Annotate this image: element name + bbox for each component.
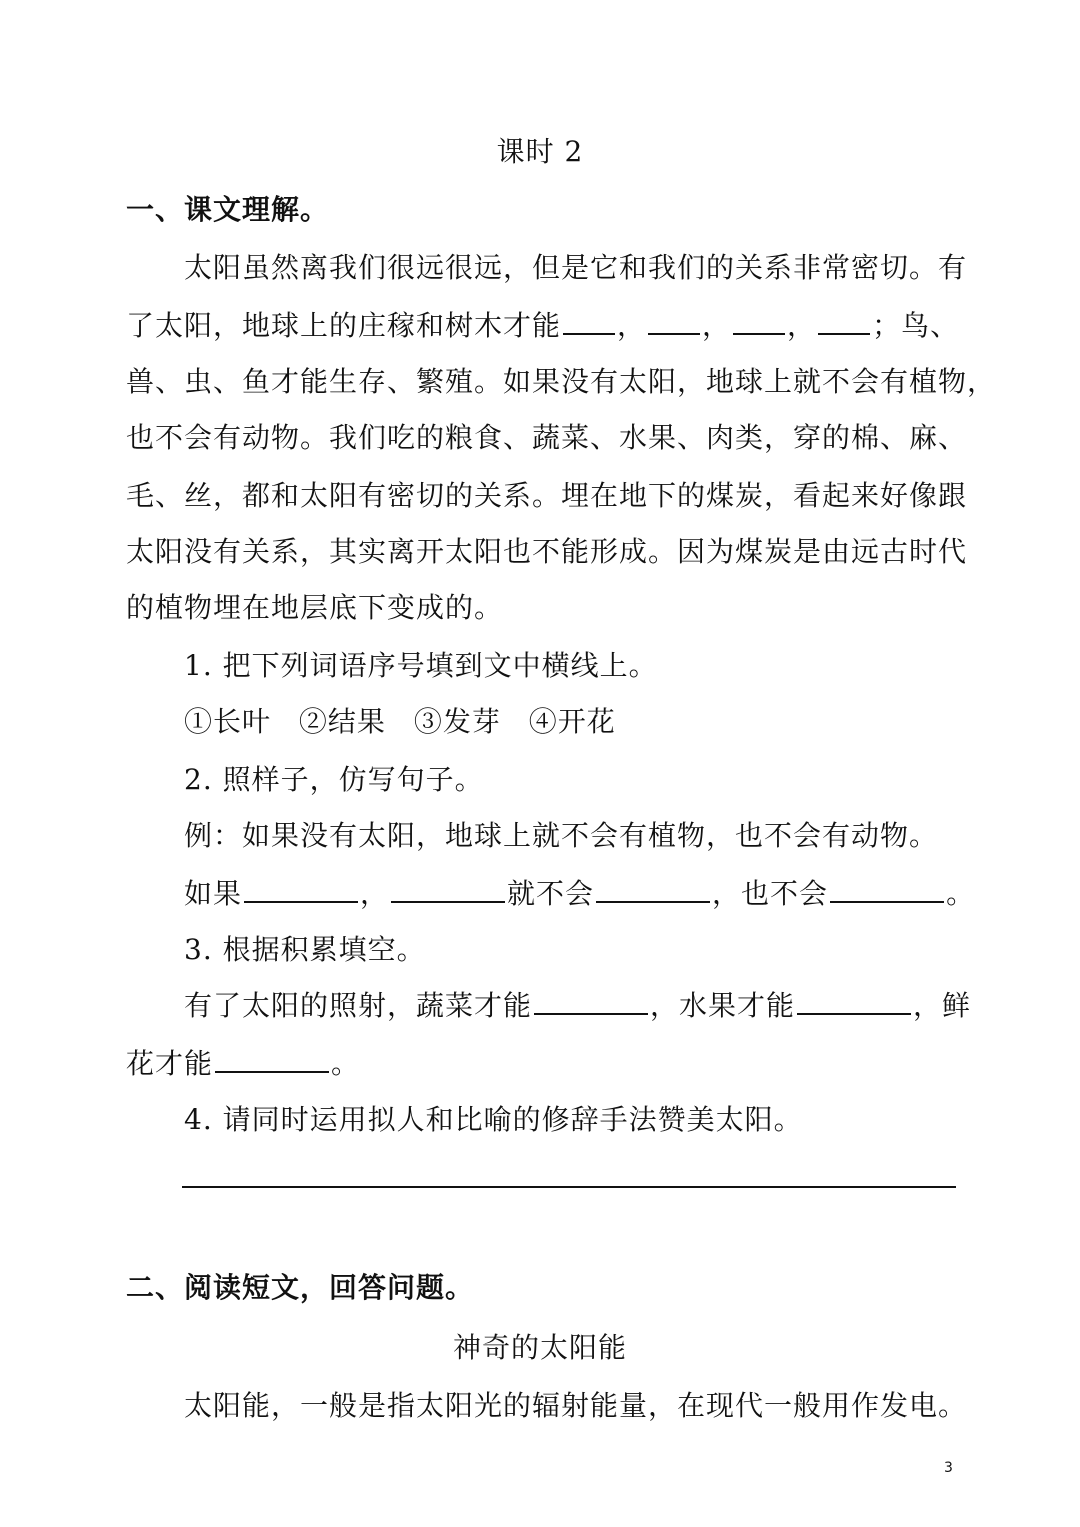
blank-4[interactable] <box>818 307 870 335</box>
q3-text-5: 。 <box>331 1047 361 1080</box>
q3-text-4: 花才能 <box>126 1047 214 1080</box>
template-text-3: 就不会 <box>507 877 595 910</box>
comma: ， <box>617 309 647 342</box>
blank-2[interactable] <box>648 307 700 335</box>
template-text-1: 如果 <box>184 877 243 910</box>
blank-3[interactable] <box>733 307 785 335</box>
question-2-template <box>184 874 975 914</box>
question-2-example: 例：如果没有太阳，地球上就不会有植物，也不会有动物。 <box>184 819 939 852</box>
question-1-prompt: 1. 把下列词语序号填到文中横线上。 <box>184 649 658 682</box>
comma: ， <box>787 309 817 342</box>
option-1: ①长叶 <box>184 705 272 738</box>
passage-line-1: 太阳虽然离我们很远很远，但是它和我们的关系非常密切。有 <box>184 251 968 284</box>
blank-q3-3[interactable] <box>215 1045 329 1073</box>
question-3-prompt: 3. 根据积累填空。 <box>184 933 426 966</box>
template-text-5: 。 <box>946 877 976 910</box>
comma: ， <box>702 309 732 342</box>
q3-text-3: ，鲜 <box>913 989 972 1022</box>
blank-q3-2[interactable] <box>797 987 911 1015</box>
question-4-prompt: 4. 请同时运用拟人和比喻的修辞手法赞美太阳。 <box>184 1103 803 1136</box>
page-number: 3 <box>944 1460 953 1476</box>
option-4: ④开花 <box>528 705 616 738</box>
passage-line-2 <box>126 306 959 346</box>
passage-line-2-end: ；鸟、 <box>872 309 960 342</box>
lesson-title: 课时 2 <box>496 135 584 168</box>
article-title: 神奇的太阳能 <box>452 1331 627 1364</box>
template-text-4: ，也不会 <box>712 877 829 910</box>
passage-line-7: 的植物埋在地层底下变成的。 <box>126 591 504 624</box>
blank-q2-3[interactable] <box>596 875 710 903</box>
passage-line-5: 毛、丝，都和太阳有密切的关系。埋在地下的煤炭，看起来好像跟 <box>126 479 968 512</box>
question-2-prompt: 2. 照样子，仿写句子。 <box>184 763 484 796</box>
question-3-line-2 <box>126 1044 360 1084</box>
blank-q2-2[interactable] <box>391 875 505 903</box>
article-paragraph-1: 太阳能，一般是指太阳光的辐射能量，在现代一般用作发电。 <box>184 1389 968 1422</box>
section-2-heading: 二、阅读短文，回答问题。 <box>126 1271 475 1304</box>
answer-line-q4[interactable] <box>182 1186 956 1188</box>
blank-q2-4[interactable] <box>830 875 944 903</box>
blank-q3-1[interactable] <box>534 987 648 1015</box>
blank-q2-1[interactable] <box>244 875 358 903</box>
template-text-2: ， <box>360 877 390 910</box>
question-1-options <box>184 702 616 742</box>
passage-line-6: 太阳没有关系，其实离开太阳也不能形成。因为煤炭是由远古时代 <box>126 535 968 568</box>
passage-line-4: 也不会有动物。我们吃的粮食、蔬菜、水果、肉类，穿的棉、麻、 <box>126 421 968 454</box>
question-3-line-1 <box>184 986 971 1026</box>
passage-line-3: 兽、虫、鱼才能生存、繁殖。如果没有太阳，地球上就不会有植物， <box>126 365 997 398</box>
option-3: ③发芽 <box>413 705 501 738</box>
q3-text-1: 有了太阳的照射，蔬菜才能 <box>184 989 533 1022</box>
q3-text-2: ，水果才能 <box>650 989 796 1022</box>
passage-line-2-start: 了太阳，地球上的庄稼和树木才能 <box>126 309 562 342</box>
blank-1[interactable] <box>563 307 615 335</box>
section-1-heading: 一、课文理解。 <box>126 193 330 226</box>
option-2: ②结果 <box>298 705 386 738</box>
